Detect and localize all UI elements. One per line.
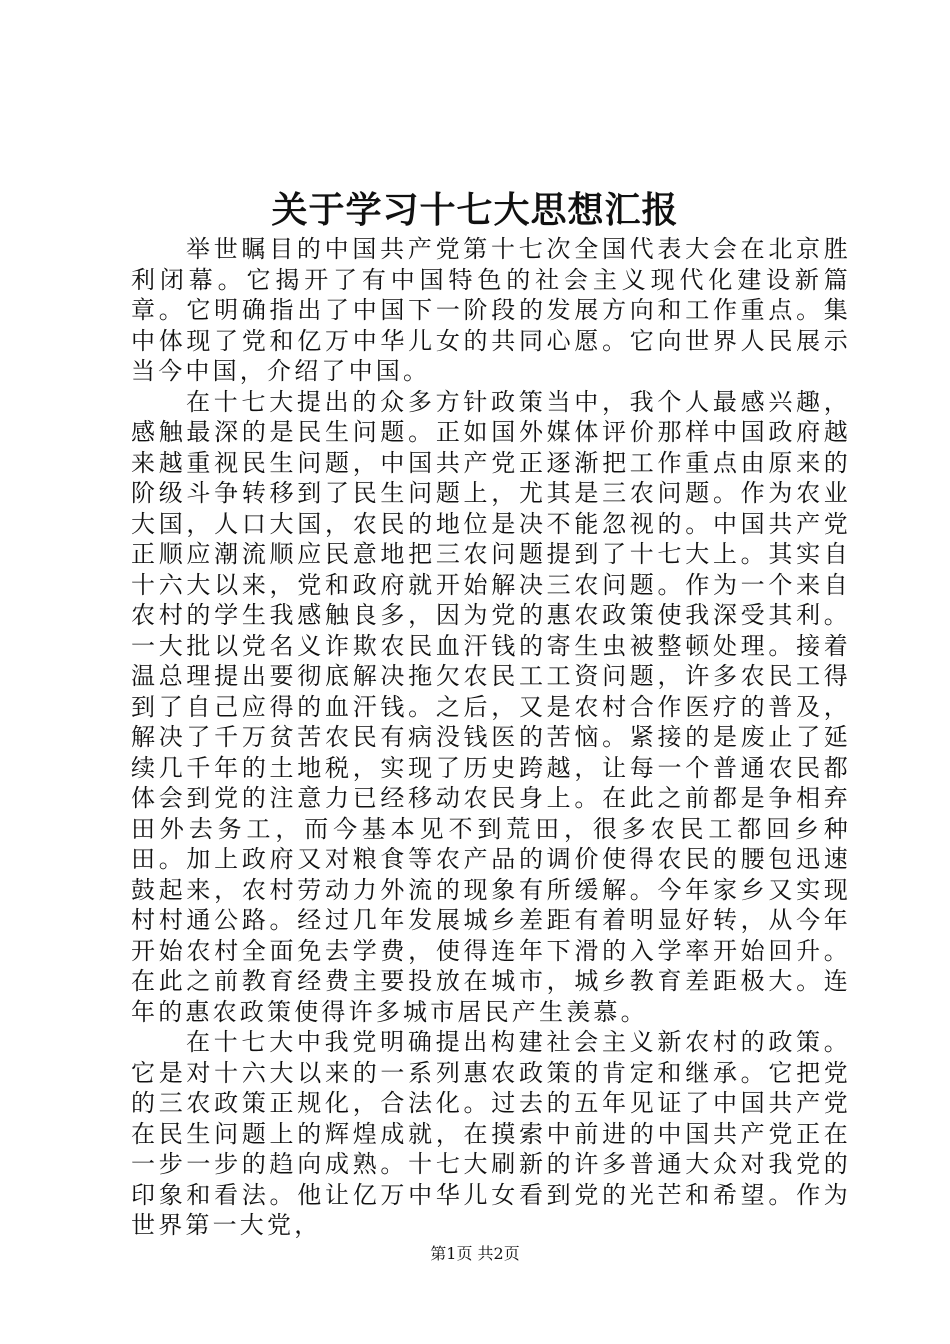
paragraph-1: 举世瞩目的中国共产党第十七次全国代表大会在北京胜利闭幕。它揭开了有中国特色的社会主义现代化建设新篇章。它明确指出了中国下一阶段的发展方向和工作重点。集中体现了党和亿万中华儿女的共同心愿。它向世界人民展示当今中国，介绍了中国。 [131,235,851,385]
document-title: 关于学习十七大思想汇报 [271,189,679,231]
document-body [131,234,851,1241]
paragraph-2: 在十七大提出的众多方针政策当中，我个人最感兴趣，感触最深的是民生问题。正如国外媒体评价那样中国政府越来越重视民生问题，中国共产党正逐渐把工作重点由原来的阶级斗争转移到了民生问题上，尤其是三农问题。作为农业大国，人口大国，农民的地位是决不能忽视的。中国共产党正顺应潮流顺应民意地把三农问题提到了十七大上。其实自十六大以来，党和政府就开始解决三农问题。作为一个来自农村的学生我感触良多，因为党的惠农政策使我深受其利。一大批以党名义诈欺农民血汗钱的寄生虫被整顿处理。接着温总理提出要彻底解决拖欠农民工工资问题，许多农民工得到了自己应得的血汗钱。之后，又是农村合作医疗的普及，解决了千万贫苦农民有病没钱医的苦恼。紧接的是废止了延续几千年的土地税，实现了历史跨越，让每一个普通农民都体会到党的注意力已经移动农民身上。在此之前都是争相弃田外去务工，而今基本见不到荒田，很多农民工都回乡种田。加上政府又对粮食等农产品的调价使得农民的腰包迅速鼓起来，农村劳动力外流的现象有所缓解。今年家乡又实现村村通公路。经过几年发展城乡差距有着明显好转，从今年开始农村全面免去学费，使得连年下滑的入学率开始回升。在此之前教育经费主要投放在城市，城乡教育差距极大。连年的惠农政策使得许多城市居民产生羡慕。 [131,387,851,1026]
paragraph-3: 在十七大中我党明确提出构建社会主义新农村的政策。它是对十六大以来的一系列惠农政策的肯定和继承。它把党的三农政策正规化，合法化。过去的五年见证了中国共产党在民生问题上的辉煌成就，在摸索中前进的中国共产党正在一步一步的趋向成熟。十七大刷新的许多普通大众对我党的印象和看法。他让亿万中华儿女看到党的光芒和希望。作为世界第一大党， [131,1028,851,1239]
page-footer: 第1页 共2页 [430,1244,520,1263]
